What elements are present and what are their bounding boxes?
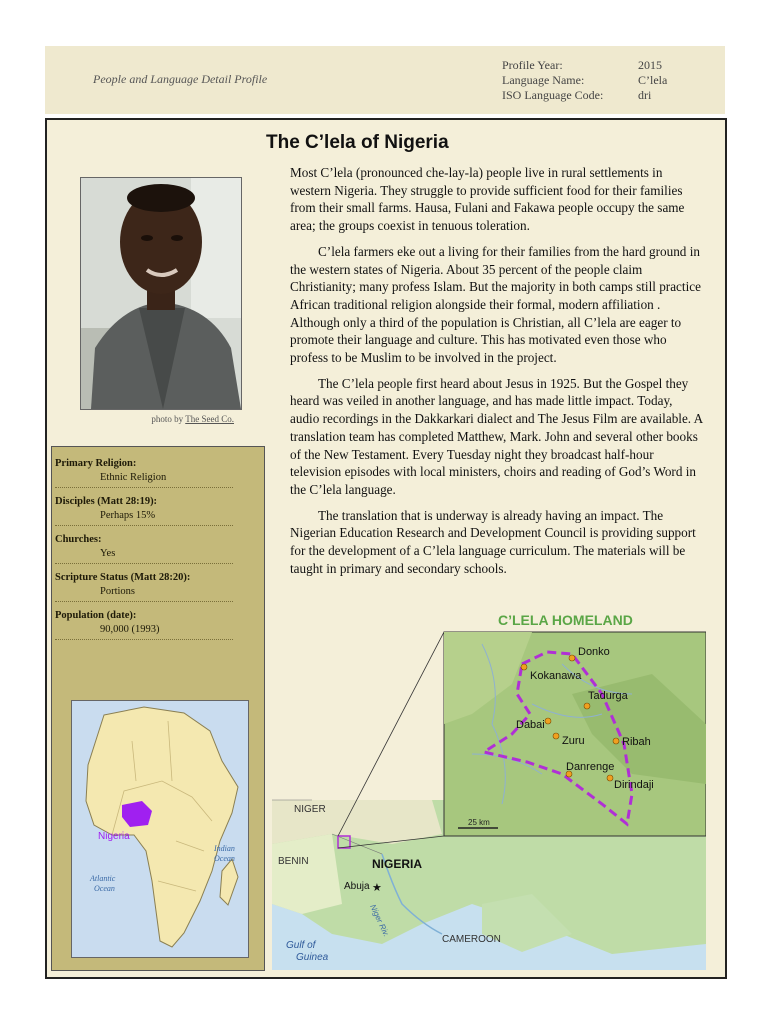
fact-label: Primary Religion: bbox=[55, 458, 137, 469]
fact-label: Churches: bbox=[55, 534, 102, 545]
page-title: The C’lela of Nigeria bbox=[266, 132, 449, 153]
capital-star-icon: ★ bbox=[372, 882, 382, 894]
fact-value: Portions bbox=[100, 586, 136, 597]
gulf-label-2: Guinea bbox=[296, 952, 329, 963]
meta-label-year: Profile Year: bbox=[502, 58, 563, 72]
paragraph-3: The C’lela people first heard about Jesus in 1925. But the Gospel they heard was veiled in another language, and has made little impact. Today, audio recordings in the Dakkarkari dialect and The Jesus Film are available. A translation team has completed Matthew, Mark. John and several other books of the New Testament. Every Tuesday night they broadcast half-hour television episodes with local ministers, choirs and reading of God’s Word in the C’lela language. bbox=[290, 375, 703, 497]
fact-population bbox=[55, 610, 233, 640]
homeland-map-image bbox=[272, 604, 706, 970]
town-dirindaji: Dirindaji bbox=[614, 779, 654, 791]
atlantic-ocean-label-2: Ocean bbox=[94, 884, 115, 893]
person-photo bbox=[80, 177, 242, 410]
country-cameroon: CAMEROON bbox=[442, 934, 501, 945]
town-donko: Donko bbox=[578, 646, 610, 658]
fact-religion bbox=[55, 458, 233, 488]
nigeria-label: Nigeria bbox=[98, 831, 130, 842]
meta-value-language: C’lela bbox=[638, 73, 668, 87]
town-zuru: Zuru bbox=[562, 735, 585, 747]
homeland-map-title: C’LELA HOMELAND bbox=[498, 612, 633, 628]
person-photo-image bbox=[81, 178, 241, 409]
indian-ocean-label-1: Indian bbox=[214, 844, 235, 853]
fact-value: Perhaps 15% bbox=[100, 510, 156, 521]
indian-ocean-label-2: Ocean bbox=[214, 854, 235, 863]
meta-values bbox=[638, 58, 667, 103]
fact-value: 90,000 (1993) bbox=[100, 624, 160, 635]
river-label: Niger Riv. bbox=[368, 903, 391, 939]
fact-value: Ethnic Religion bbox=[100, 472, 167, 483]
meta-label-language: Language Name: bbox=[502, 73, 585, 87]
profile-title: People and Language Detail Profile bbox=[93, 72, 268, 86]
photo-credit-link[interactable]: The Seed Co. bbox=[185, 414, 234, 424]
photo-credit-prefix: photo by bbox=[151, 414, 186, 424]
fact-disciples bbox=[55, 496, 233, 526]
map-scale: 25 km bbox=[468, 818, 490, 827]
profile-header bbox=[45, 46, 725, 114]
africa-map-image bbox=[72, 701, 248, 957]
town-tadurga: Tadurga bbox=[588, 690, 628, 702]
photo-credit bbox=[80, 414, 234, 424]
homeland-map bbox=[272, 604, 706, 970]
paragraph-4: The translation that is underway is already having an impact. The Nigerian Education Research and Development Council is providing support for the development of a C’lela language curriculum. The materials will be taught in primary and secondary schools. bbox=[290, 507, 696, 576]
atlantic-ocean-label-1: Atlantic bbox=[90, 874, 116, 883]
fact-label: Population (date): bbox=[55, 610, 137, 621]
paragraph-2: C’lela farmers eke out a living for their families from the hard ground in the western states of Nigeria. About 35 percent of the people claim Christianity; many profess Islam. But the majority in both camps still practice African traditional religion alongside their formal, modern affiliation . Although only a third of the population is Christian, all C’lela are eager to promote their language and culture. This has motivated even those who profess to be Muslim to be involved in the project. bbox=[290, 243, 701, 366]
paragraph-1: Most C’lela (pronounced che-lay-la) people live in rural settlements in western Nigeria. They struggle to provide sufficient food for their families from their small farms. Hausa, Fulani and Fakawa people occupy the same area; the groups coexist in tenuous toleration. bbox=[290, 165, 685, 234]
fact-label: Disciples (Matt 28:19): bbox=[55, 496, 158, 507]
meta-value-iso: dri bbox=[638, 88, 652, 102]
capital-abuja: Abuja bbox=[344, 881, 370, 892]
fact-label: Scripture Status (Matt 28:20): bbox=[55, 572, 191, 583]
meta-value-year: 2015 bbox=[638, 58, 662, 72]
country-benin: BENIN bbox=[278, 856, 309, 867]
meta-label-iso: ISO Language Code: bbox=[502, 88, 604, 102]
gulf-label-1: Gulf of bbox=[286, 940, 316, 951]
article-body bbox=[290, 164, 704, 585]
country-nigeria: NIGERIA bbox=[372, 857, 423, 871]
town-kokanawa: Kokanawa bbox=[530, 670, 582, 682]
town-dabai: Dabai bbox=[516, 719, 545, 731]
fact-value: Yes bbox=[100, 548, 116, 559]
africa-map bbox=[71, 700, 249, 958]
meta-labels bbox=[502, 58, 603, 103]
facts-list bbox=[55, 458, 233, 648]
country-niger: NIGER bbox=[294, 804, 326, 815]
town-ribah: Ribah bbox=[622, 736, 651, 748]
fact-scripture bbox=[55, 572, 233, 602]
town-danrenge: Danrenge bbox=[566, 761, 615, 773]
fact-churches bbox=[55, 534, 233, 564]
